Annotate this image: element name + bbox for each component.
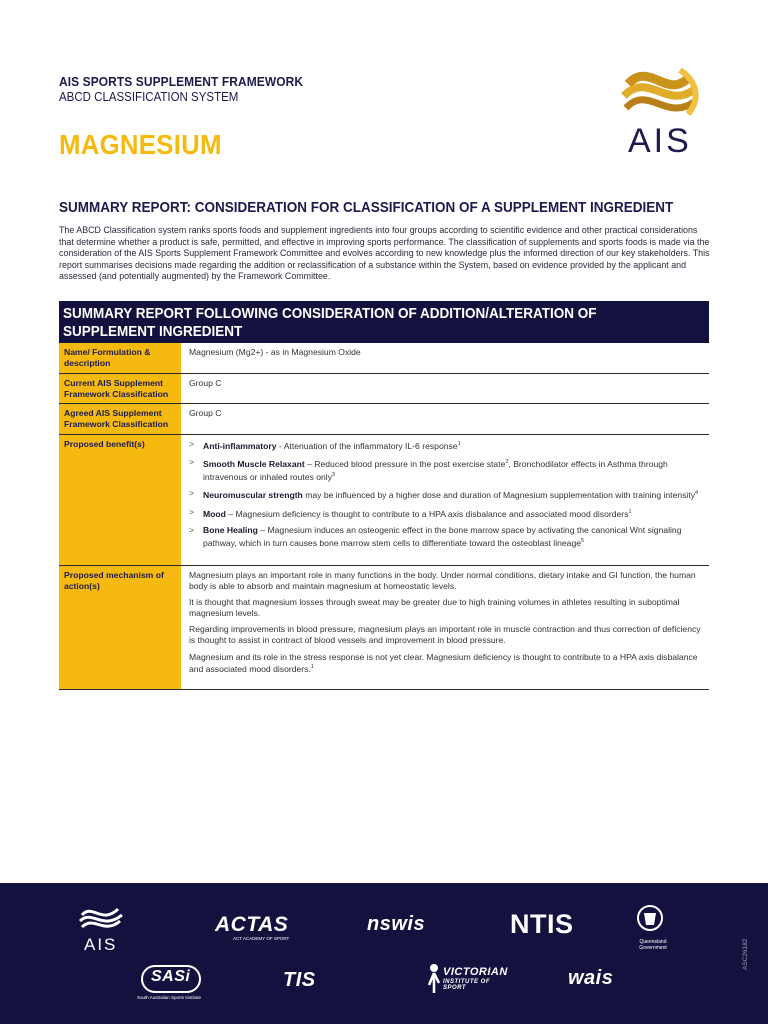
summary-table	[59, 301, 709, 690]
arrow-icon: >	[189, 525, 195, 536]
name-label: Name/ Formulation & description	[59, 343, 181, 373]
wais-text: wais	[568, 967, 614, 989]
vis-sub: INSTITUTE OF SPORT	[443, 979, 490, 991]
ais-footer-text: AIS	[84, 935, 118, 954]
system-label: ABCD CLASSIFICATION SYSTEM	[59, 90, 239, 104]
benefit-ref: 5	[581, 537, 585, 544]
table-row-mechanism	[59, 566, 709, 690]
table-row-name	[59, 343, 709, 374]
table-heading-line1: SUMMARY REPORT FOLLOWING CONSIDERATION OF ADDITION/ALTERATION OF	[63, 305, 597, 322]
table-row-current	[59, 374, 709, 404]
benefit-text-2: , Bronchodilator effects in Asthma through intravenous or inhaled routes only	[203, 459, 668, 482]
current-label: Current AIS Supplement Framework Classification	[59, 374, 181, 403]
table-heading-line2: SUPPLEMENT INGREDIENT	[63, 323, 243, 340]
benefit-item	[189, 457, 706, 482]
actas-logo	[193, 913, 323, 943]
sasi-text: SASi	[151, 968, 191, 985]
intro-paragraph: The ABCD Classification system ranks sports foods and supplement ingredients into four groups according to scientific evidence and other practical considerations that determine whether a product is safe, permitted, and effective in improving sports performance. The classification of supplements and sports foods is made via the consideration of the AIS Sports Supplement Framework Committee and evolves according to new knowledge plus the informed direction of our key stakeholders. This report summarises decisions made regarding the addition or reclassification of a substance within the System, based on evidence provided by the applicant and assessed (and potentially augmented) by the Framework Committee.	[59, 225, 710, 282]
benefit-text: – Magnesium deficiency is thought to contribute to a HPA axis disbalance and associated mood disorders	[225, 508, 629, 519]
benefit-item	[189, 507, 706, 519]
ais-footer-logo	[78, 903, 124, 959]
nswis-logo	[367, 913, 447, 941]
benefit-term: Mood	[203, 508, 226, 519]
actas-sub: ACT ACADEMY OF SPORT	[233, 936, 290, 941]
benefit-ref-2: 3	[332, 471, 336, 478]
agreed-label: Agreed AIS Supplement Framework Classification	[59, 404, 181, 434]
actas-text: ACTAS	[215, 913, 289, 936]
table-row-benefits	[59, 435, 709, 566]
tis-text: TIS	[283, 969, 316, 991]
mechanism-paragraph: It is thought that magnesium losses through sweat may be greater due to high training volumes in athletes resulting in suboptimal magnesium levels.	[189, 597, 680, 618]
victorian-institute-logo	[425, 963, 515, 1003]
mechanism-paragraph: Magnesium and its role in the stress response is not yet clear. Magnesium deficiency is thought to contribute to a HPA axis disbalance and associated mood disorders.	[189, 651, 698, 675]
arrow-icon: >	[189, 439, 195, 449]
sasi-logo	[137, 965, 207, 1005]
summary-heading: SUMMARY REPORT: CONSIDERATION FOR CLASSIFICATION OF A SUPPLEMENT INGREDIENT	[59, 199, 674, 216]
name-value: Magnesium (Mg2+) - as in Magnesium Oxide	[189, 347, 361, 357]
benefit-text: – Magnesium induces an osteogenic effect in the bone marrow space by activating the canonical Wnt signaling pathway, which in turn causes bone marrow stem cells to differentiate toward the osteoblast lineage	[203, 525, 682, 548]
benefits-label: Proposed benefit(s)	[59, 435, 181, 565]
benefit-text: – Reduced blood pressure in the post exercise state	[304, 459, 506, 470]
table-heading	[59, 301, 709, 343]
benefit-term: Anti-inflammatory	[203, 440, 277, 451]
benefit-text: may be influenced by a higher dose and duration of Magnesium supplementation with training intensity	[302, 490, 696, 501]
benefit-item	[189, 439, 706, 451]
agreed-value: Group C	[189, 408, 222, 418]
arrow-icon: >	[189, 506, 195, 517]
ais-logo	[610, 62, 710, 162]
current-value: Group C	[189, 378, 222, 388]
ais-logo-text: AIS	[628, 122, 692, 160]
arrow-icon: >	[189, 488, 195, 499]
arrow-icon: >	[189, 457, 195, 468]
mechanism-paragraph: Magnesium plays an important role in many functions in the body. Under normal conditions, dietary intake and GI function, the human body is able to absorb and maintain magnesium at homeostatic levels.	[189, 570, 696, 591]
mechanism-label: Proposed mechanism of action(s)	[59, 566, 181, 689]
benefit-item	[189, 525, 706, 548]
document-code: ASC26182	[742, 938, 749, 970]
benefit-ref: 1	[457, 441, 461, 447]
benefit-ref: 4	[695, 490, 699, 497]
benefit-ref: 1	[628, 508, 632, 515]
benefit-term: Smooth Muscle Relaxant	[203, 459, 305, 470]
benefit-term: Bone Healing	[203, 525, 258, 536]
benefit-text: - Attenuation of the inflammatory IL-6 response	[276, 440, 458, 451]
framework-label: AIS SPORTS SUPPLEMENT FRAMEWORK	[59, 74, 304, 89]
benefit-ref: 2	[505, 459, 509, 466]
mechanism-paragraph: Regarding improvements in blood pressure, magnesium plays an important role in muscle contraction and thus correction of deficiency is thought to assist in contract of blood vessels and improvement in blood pressure.	[189, 624, 701, 645]
mechanism-ref: 1	[310, 664, 314, 671]
benefit-item	[189, 488, 706, 500]
partner-footer	[0, 883, 768, 1024]
page-title: MAGNESIUM	[59, 129, 222, 160]
sasi-sub: South Australian Sports Institute	[137, 995, 202, 1000]
ntis-text: NTIS	[510, 909, 574, 939]
queensland-government-logo	[630, 903, 676, 955]
qld-text: Queensland Government	[639, 939, 667, 951]
vis-text: VICTORIAN	[443, 966, 508, 978]
nswis-text: nswis	[367, 913, 426, 935]
benefit-term: Neuromuscular strength	[203, 490, 303, 501]
table-row-agreed	[59, 404, 709, 435]
